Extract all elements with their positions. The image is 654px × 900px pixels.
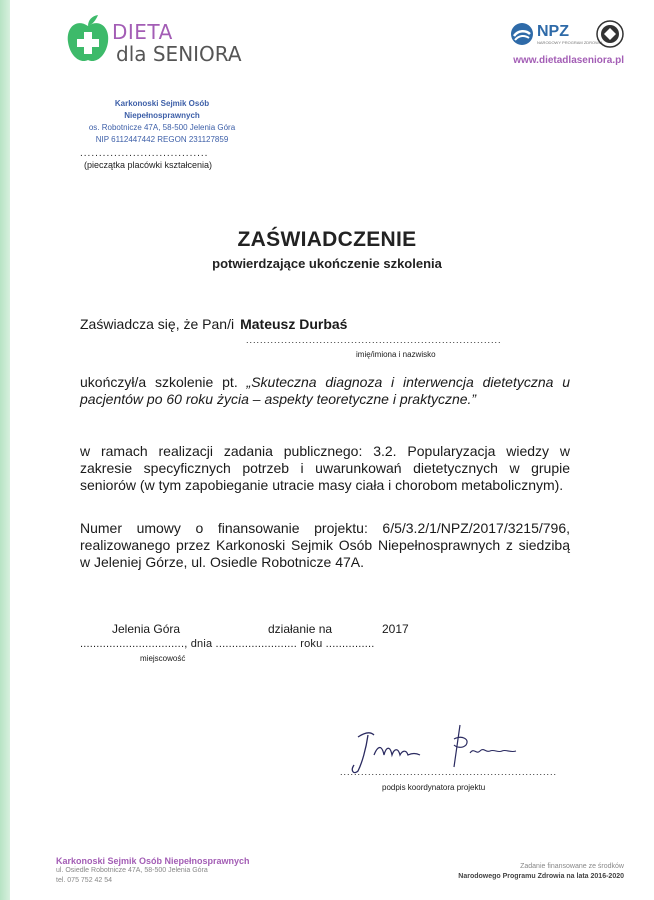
footer-program: Narodowego Programu Zdrowia na lata 2016-2020 (458, 873, 624, 880)
npz-logo-text: NPZ (537, 23, 569, 40)
stamp-org-line-2: Niepełnosprawnych (124, 111, 200, 120)
brand-line-1: DIETA (112, 20, 173, 44)
dieta-dla-seniora-logo (66, 14, 296, 74)
course-prefix: ukończył/a szkolenie pt. (80, 374, 238, 390)
place-date-line: ................................, dnia ......................... roku ............... (80, 638, 375, 650)
signature-dotted-line: .............................................................. (340, 767, 558, 777)
stamp-caption: (pieczątka placówki kształcenia) (84, 160, 213, 170)
certify-prefix: Zaświadcza się, że Pan/i (80, 316, 235, 332)
document-title: ZAŚWIADCZENIE (237, 228, 417, 251)
apple-cross-icon (66, 14, 110, 64)
stamp-dotted-line: .................................. (80, 148, 209, 159)
footer-address: ul. Osiedle Robotnicze 47A, 58-500 Jelenia Góra (56, 867, 208, 874)
footer-funding (458, 862, 624, 882)
place-caption: miejscowość (140, 654, 186, 663)
website-link[interactable]: www.dietadlaseniora.pl (513, 55, 624, 66)
npz-logo (510, 22, 603, 48)
name-dotted-line: ......................................................................... (246, 335, 502, 345)
footer-funding-note: Zadanie finansowane ze środków (520, 863, 624, 870)
place-value: Jelenia Góra (112, 622, 181, 636)
name-caption: imię/imiona i nazwisko (356, 350, 436, 359)
footer-phone: tel. 075 752 42 54 (56, 877, 113, 884)
year-value: 2017 (382, 622, 409, 636)
npz-globe-icon (510, 22, 534, 46)
agreement-paragraph: Numer umowy o finansowanie projektu: 6/5/3.2/1/NPZ/2017/3215/796, realizowanego przez Karkonoski Sejmik Osób Niepełnosprawnych z siedzibą w Jeleniej Górze, ul. Osiedle Robotnicze 47A. (80, 520, 570, 570)
npz-subtitle: NARODOWY PROGRAM ZDROWIA (537, 40, 603, 45)
task-paragraph: w ramach realizacji zadania publicznego: 3.2. Popularyzacja wiedzy w zakresie specyficznych potrzeb i uwarunkowań dietetycznych w grupie seniorów (w tym zapobieganie utracie masy ciała i chorobom metabolicznym). (80, 443, 570, 493)
footer-organization (56, 856, 250, 886)
stamp-address: os. Robotnicze 47A, 58-500 Jelenia Góra (88, 123, 236, 132)
stamp-org-line-1: Karkonoski Sejmik Osób (114, 99, 210, 108)
acting-label: działanie na (268, 622, 333, 636)
signature-caption: podpis koordynatora projektu (382, 783, 486, 792)
course-paragraph (80, 374, 570, 408)
certify-line (80, 316, 347, 332)
participant-name: Mateusz Durbaś (240, 316, 348, 332)
course-title: „Skuteczna diagnoza i interwencja dietetyczna u pacjentów po 60 roku życia – aspekty teoretyczne i praktyczne.” (80, 374, 571, 407)
footer-org-name: Karkonoski Sejmik Osób Niepełnosprawnych (56, 856, 250, 866)
ministry-emblem-icon (596, 20, 624, 48)
organization-stamp (72, 98, 252, 146)
green-binding-strip (0, 0, 10, 900)
stamp-ids: NIP 6112447442 REGON 231127859 (95, 135, 229, 144)
document-subtitle: potwierdzające ukończenie szkolenia (212, 256, 442, 271)
brand-line-2: dla SENIORA (116, 42, 242, 66)
